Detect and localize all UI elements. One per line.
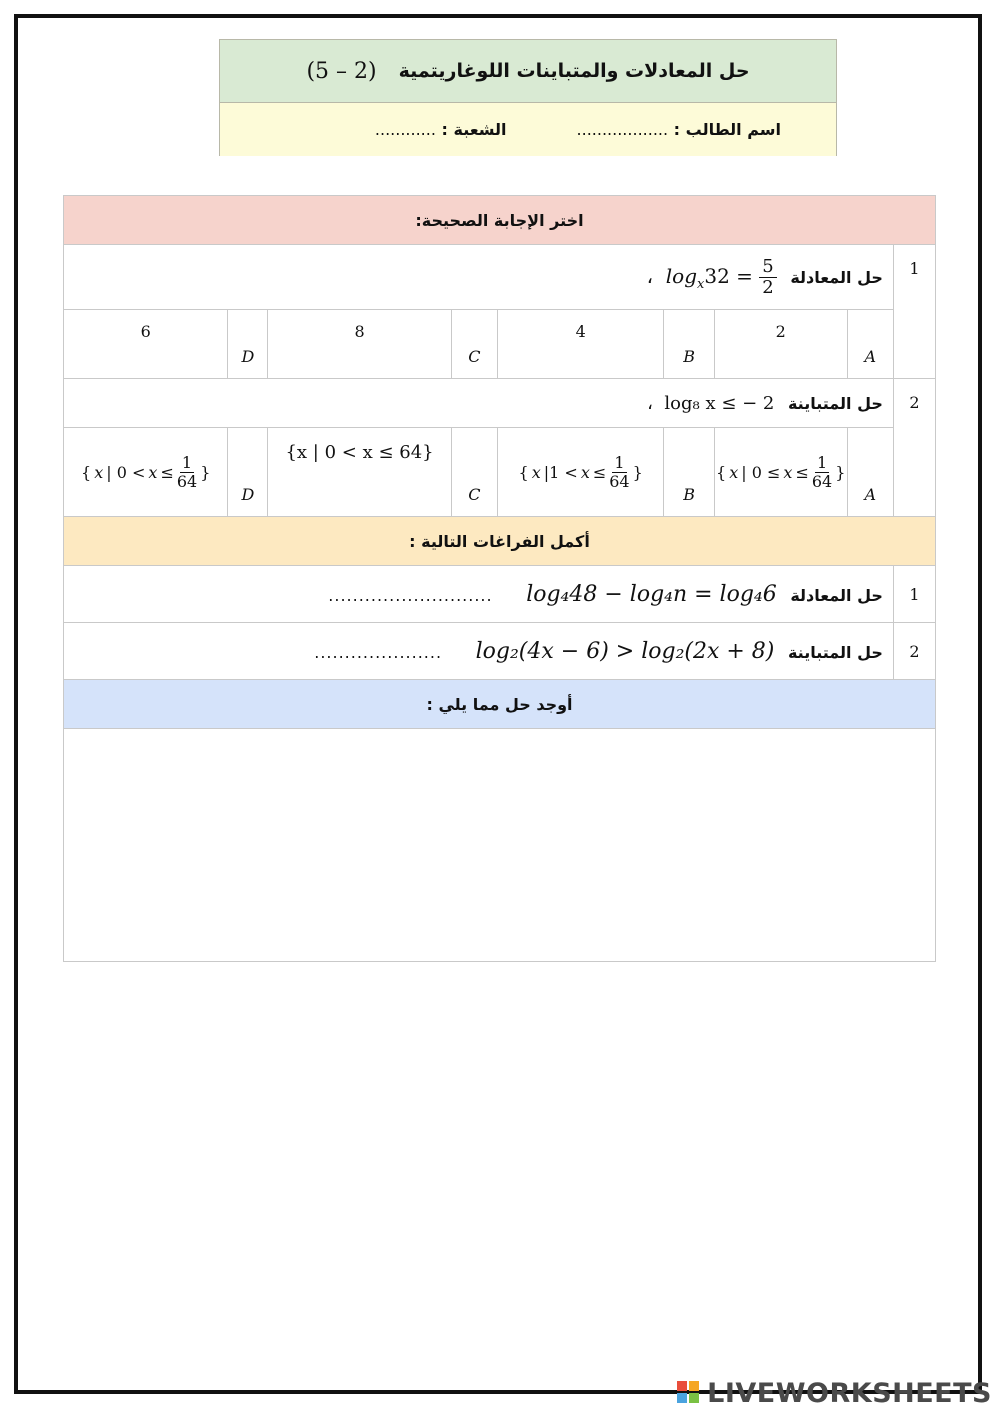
option-b-answer[interactable]: { x |1 < x ≤ 1 64 } [497, 428, 663, 517]
question-expression: log₂(4x − 6) > log₂(2x + 8) [475, 638, 775, 664]
question-number: 1 [893, 566, 935, 623]
section-label: الشعبة : [441, 120, 507, 139]
solve-answer-area[interactable] [64, 729, 936, 962]
question-expression: ، log₈ x ≤ − 2 [647, 392, 775, 414]
question-label: حل المتباينة [787, 642, 883, 662]
option-d-letter: D [228, 310, 268, 379]
option-d-answer[interactable]: { x | 0 < x ≤ 1 64 } [64, 428, 228, 517]
question-number: 2 [893, 623, 935, 680]
student-name-dots: .................. [576, 120, 669, 139]
question-expression: ، $\log_x32$ = $\frac{5}{2}$ [647, 257, 777, 298]
question-number: 1 [893, 245, 935, 379]
option-b-answer[interactable]: 4 [497, 310, 663, 379]
answer-blank[interactable]: ..................... [314, 642, 443, 662]
lesson-number: (5 – 2) [306, 58, 377, 84]
question-label: حل المعادلة [790, 585, 883, 605]
section-dots: ............ [374, 120, 436, 139]
option-a-letter: A [847, 428, 893, 517]
fill-question-2 [64, 623, 894, 680]
liveworksheets-logo-icon [677, 1381, 703, 1407]
question-label: حل المتباينة [787, 393, 883, 413]
option-d-answer[interactable]: 6 [64, 310, 228, 379]
worksheet-title: حل المعادلات والمتباينات اللوغاريتمية [398, 60, 750, 82]
section-heading-fill: أكمل الفراغات التالية : [64, 517, 936, 566]
mcq-question-1 [64, 245, 894, 310]
option-c-letter: C [451, 428, 497, 517]
questions-table [63, 195, 936, 962]
section-field[interactable] [375, 120, 507, 139]
mcq-question-2 [64, 379, 894, 428]
option-c-answer[interactable]: {x | 0 < x ≤ 64} [268, 428, 451, 517]
option-b-letter: B [664, 310, 715, 379]
worksheet-title-bar [220, 40, 836, 103]
option-a-answer[interactable]: 2 [714, 310, 847, 379]
answer-blank[interactable]: ........................... [328, 585, 493, 605]
section-heading-choose: اختر الإجابة الصحيحة: [64, 196, 936, 245]
worksheet-header [219, 39, 837, 156]
question-number: 2 [893, 379, 935, 517]
section-heading-solve: أوجد حل مما يلي : [64, 680, 936, 729]
student-info-bar [220, 103, 836, 156]
brand-name: LIVEWORKSHEETS [707, 1378, 992, 1409]
liveworksheets-brand [677, 1378, 992, 1409]
option-a-letter: A [847, 310, 893, 379]
option-b-letter: B [664, 428, 715, 517]
question-expression: log₄48 − log₄n = log₄6 [526, 581, 777, 607]
fill-question-1 [64, 566, 894, 623]
option-a-answer[interactable]: { x | 0 ≤ x ≤ 1 64 } [714, 428, 847, 517]
question-label: حل المعادلة [790, 267, 883, 287]
option-c-letter: C [451, 310, 497, 379]
student-name-label: اسم الطالب : [673, 120, 781, 139]
option-d-letter: D [228, 428, 268, 517]
student-name-field[interactable] [577, 120, 781, 139]
option-c-answer[interactable]: 8 [268, 310, 451, 379]
